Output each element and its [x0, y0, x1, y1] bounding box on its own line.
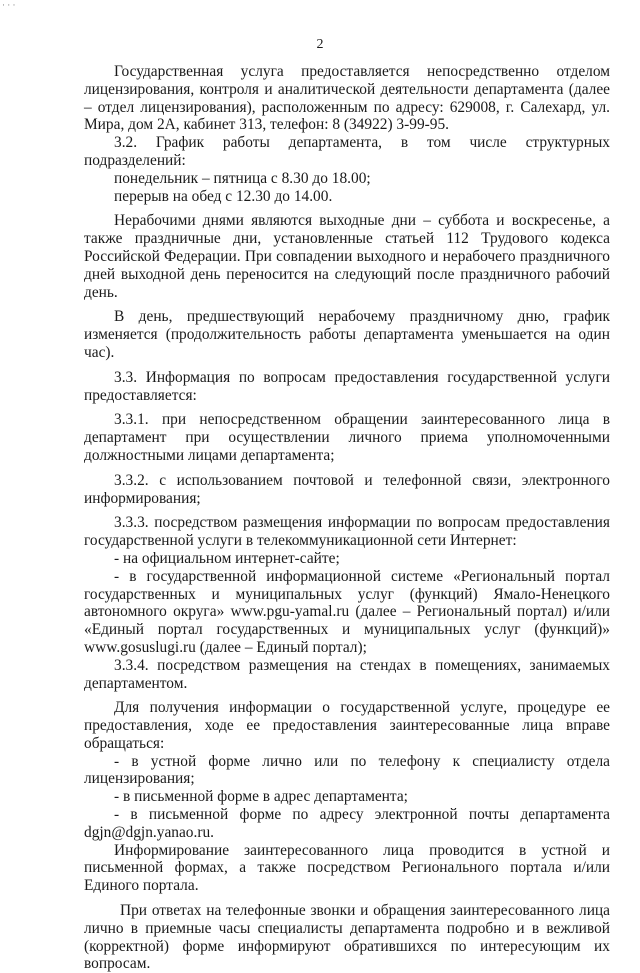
paragraph: понедельник – пятница с 8.30 до 18.00;: [114, 169, 371, 187]
paragraph: Нерабочими днями являются выходные дни – суббота и воскресенье, а также праздничные дни, установленные статьей 112 Трудового кодекса Российской Федерации. При совпадении выходного и нерабочего праздничного дней выходной день переносится на следующий после праздничного рабочий день.: [84, 212, 610, 301]
paragraph: Информирование заинтересованного лица проводится в устной и письменной формах, а также посредством Регионального портала и/или Единого портала.: [84, 841, 610, 895]
paragraph: При ответах на телефонные звонки и обращения заинтересованного лица лично в приемные часы специалисты департамента подробно и в вежливой (корректной) форме информируют обратившихся по интересующим их вопросам.: [84, 902, 610, 973]
paragraph: - в письменной форме по адресу электронной почты департамента dgjn@dgjn.yanao.ru.: [84, 806, 610, 841]
paragraph: перерыв на обед с 12.30 до 14.00.: [114, 187, 333, 205]
paragraph: Для получения информации о государственной услуге, процедуре ее предоставления, ходе ее предоставления заинтересованные лица вправе обращаться:: [84, 699, 610, 752]
paragraph: В день, предшествующий нерабочему праздничному дню, график изменяется (продолжительность работы департамента уменьшается на один час).: [84, 308, 610, 361]
paragraph: - в письменной форме в адрес департамента;: [114, 788, 408, 806]
paragraph: 3.3.3. посредством размещения информации по вопросам предоставления государственной услуги в телекоммуникационной сети Интернет:: [84, 514, 610, 550]
paragraph: 3.2. График работы департамента, в том числе структурных подразделений:: [84, 134, 610, 169]
paragraph: - в устной форме лично или по телефону к специалисту отдела лицензирования;: [84, 752, 610, 788]
paragraph: 3.3.4. посредством размещения на стендах в помещениях, занимаемых департаментом.: [84, 656, 610, 692]
paragraph: 3.3. Информация по вопросам предоставления государственной услуги предоставляется:: [84, 368, 610, 404]
paragraph: - на официальном интернет-сайте;: [114, 549, 340, 567]
corner-mark: · · ·: [2, 0, 16, 10]
page-number: 2: [316, 37, 324, 52]
document-body: [84, 63, 610, 973]
paragraph: Государственная услуга предоставляется непосредственно отделом лицензирования, контроля и аналитической деятельности департамента (далее – отдел лицензирования), расположенным по адресу: 629008, г. Салехард, ул. Мира, дом 2А, кабинет 313, телефон: 8 (34922) 3-99-95.: [84, 63, 610, 134]
paragraph: 3.3.1. при непосредственном обращении заинтересованного лица в департамент при осуществлении личного приема уполномоченными должностными лицами департамента;: [84, 411, 610, 464]
paragraph: 3.3.2. с использованием почтовой и телефонной связи, электронного информирования;: [84, 471, 610, 507]
paragraph: - в государственной информационной системе «Региональный портал государственных и муниципальных услуг (функций) Ямало-Ненецкого автономного округа» www.pgu-yamal.ru (далее – Региональный портал) и/или «Единый портал государственных и муниципальных услуг (функций)» www.gosuslugi.ru (далее – Единый портал);: [84, 567, 610, 656]
